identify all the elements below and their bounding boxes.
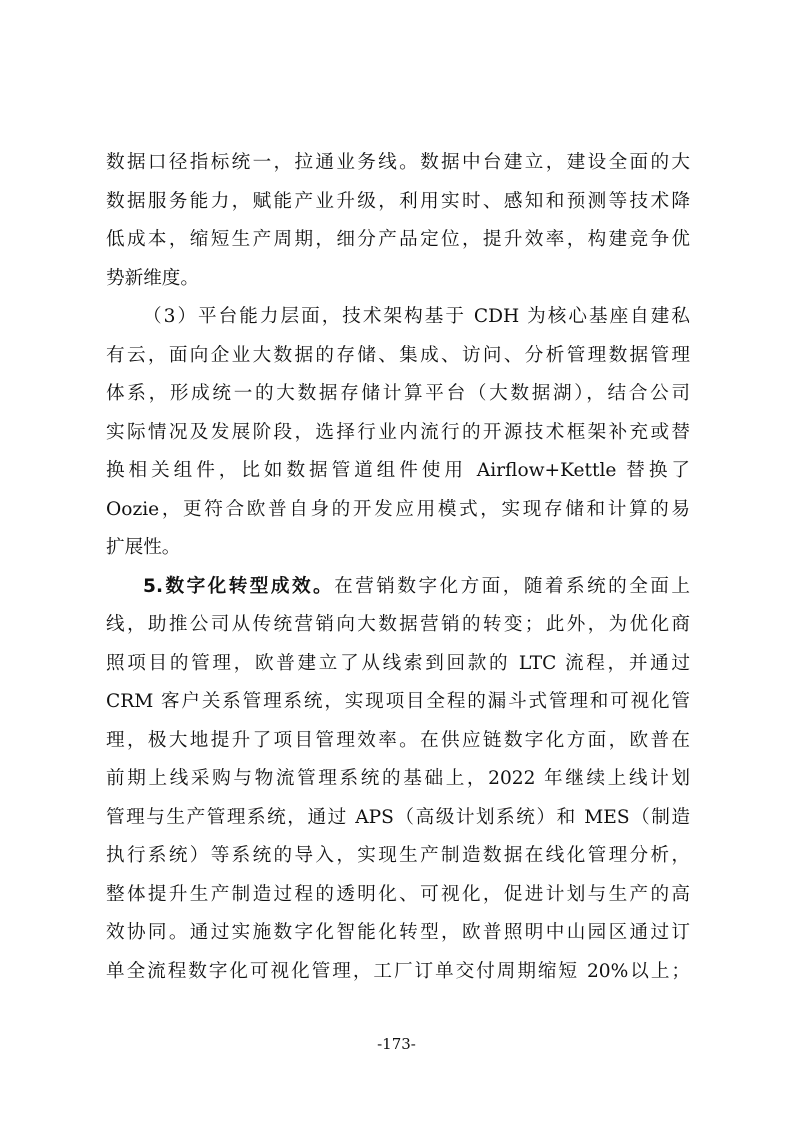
text-line: （3）平台能力层面，技术架构基于 CDH 为核心基座自建私: [143, 306, 690, 327]
page-number: -173-: [377, 1035, 416, 1053]
text-line: CRM 客户关系管理系统，实现项目全程的漏斗式管理和可视化管: [106, 691, 690, 712]
section-heading: 5.数字化转型成效。: [143, 575, 335, 597]
text-line: 单全流程数字化可视化管理，工厂订单交付周期缩短 20%以上；: [106, 960, 690, 982]
text-line: 整体提升生产制造过程的透明化、可视化，促进计划与生产的高: [106, 883, 690, 905]
text-line: 体系，形成统一的大数据存储计算平台（大数据湖），结合公司: [106, 383, 690, 404]
text-line: 数据口径指标统一，拉通业务线。数据中台建立，建设全面的大: [106, 152, 690, 173]
text-line: 线，助推公司从传统营销向大数据营销的转变；此外，为优化商: [106, 614, 690, 635]
text-line: 换相关组件，比如数据管道组件使用 Airflow+Kettle 替换了: [106, 460, 690, 481]
text-line: Oozie，更符合欧普自身的开发应用模式，实现存储和计算的易: [106, 498, 690, 520]
text-line: 管理与生产管理系统，通过 APS（高级计划系统）和 MES（制造: [106, 806, 690, 828]
text-line: 实际情况及发展阶段，选择行业内流行的开源技术框架补充或替: [106, 421, 690, 443]
text-line: 低成本，缩短生产周期，细分产品定位，提升效率，构建竞争优: [106, 229, 690, 250]
text-line: 前期上线采购与物流管理系统的基础上，2022 年继续上线计划: [106, 768, 690, 789]
text-line: 照项目的管理，欧普建立了从线索到回款的 LTC 流程，并通过: [106, 652, 690, 674]
text-line: 效协同。通过实施数字化智能化转型，欧普照明中山园区通过订: [106, 922, 690, 943]
section-5-first-line: [106, 568, 690, 607]
text-line: 数据服务能力，赋能产业升级，利用实时、感知和预测等技术降: [106, 190, 690, 212]
text-run: 在营销数字化方面，随着系统的全面上: [334, 575, 690, 597]
text-line: 势新维度。: [106, 267, 199, 289]
text-line: 理，极大地提升了项目管理效率。在供应链数字化方面，欧普在: [106, 729, 690, 751]
body-text: [106, 144, 690, 991]
text-line: 执行系统）等系统的导入，实现生产制造数据在线化管理分析，: [106, 845, 690, 866]
text-line: 扩展性。: [106, 537, 181, 558]
text-line: 有云，面向企业大数据的存储、集成、访问、分析管理数据管理: [106, 344, 690, 366]
